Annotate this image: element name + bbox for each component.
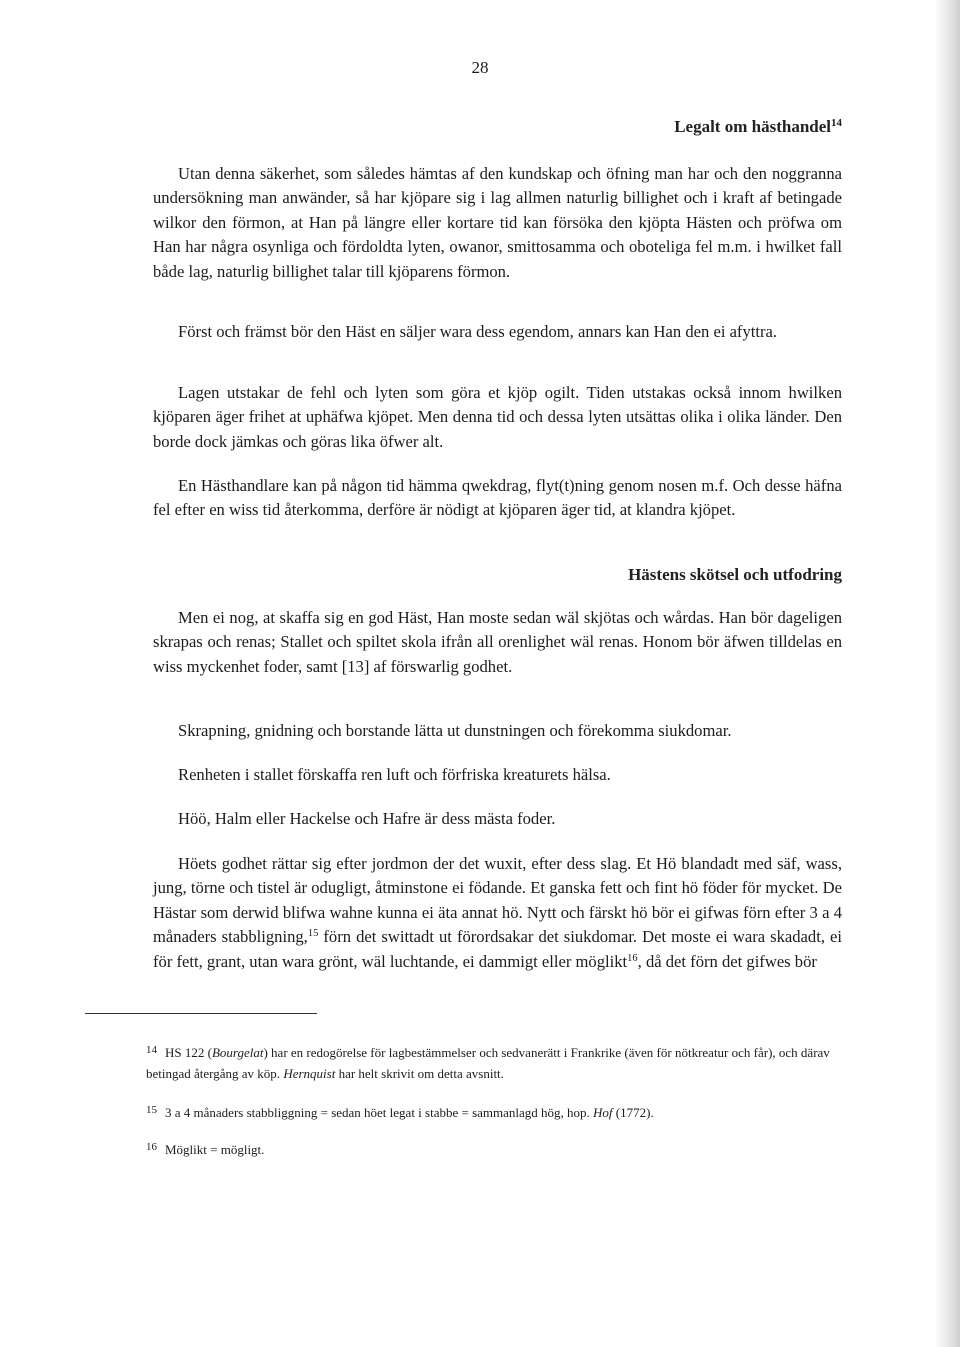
footnote-text: Möglikt = mögligt.: [165, 1142, 265, 1157]
paragraph: Men ei nog, at skaffa sig en god Häst, Han moste sedan wäl skjötas och wårdas. Han bör dageligen skrapas och renas; Stallet och spiltet skola ifrån all orenlighet wäl renas. Honom bör äfwen tilldelas en wiss myckenhet foder, samt [13] af förswarlig godhet.: [153, 608, 842, 676]
footnote-marker: 14: [146, 1044, 157, 1056]
page-edge-shadow: [934, 0, 960, 1347]
footnote-text: (1772).: [612, 1105, 654, 1120]
paragraph-text: förn det swittadt ut förordsakar det siukdomar. Det moste ei wara skadadt, ei för fett, grant, utan wara grönt, wäl luchtande, ei dammigt eller möglikt: [153, 927, 842, 971]
page-number: 28: [471, 58, 489, 77]
paragraph-text: Höets godhet rättar sig efter jordmon der det wuxit, efter dess slag. Et Hö blandadt med säf, wass, jung, törne och tistel är odugligt, åtminstone ei födande. Et ganska fett och fint hö föder för mycket. De Hästar som derwid blifwa wahne kunna ei äta annat hö. Nytt och färskt hö bör ei gifwas förn efter 3 a 4 månaders stabbligning,: [153, 854, 842, 947]
paragraph: En Hästhandlare kan på någon tid hämma qwekdrag, flyt(t)ning genom nosen m.f. Och desse häfna fel efter en wiss tid återkomma, derföre är nödigt at kjöparen äger tid, at klandra kjöpet.: [153, 476, 842, 520]
footnote-text: har helt skrivit om detta avsnitt.: [335, 1066, 504, 1081]
section-heading-care: Hästens skötsel och utfodring: [628, 565, 842, 584]
paragraph: Höö, Halm eller Hackelse och Hafre är dess mästa foder.: [178, 809, 556, 828]
paragraph: Skrapning, gnidning och borstande lätta ut dunstningen och förekomma siukdomar.: [178, 721, 732, 740]
heading-text: Legalt om hästhandel: [674, 117, 831, 136]
footnote-text: ) har en redogörelse för lagbestämmelser och sedvanerätt i Frankrike (även för nötkreatur och får), och därav betingad återgång av köp.: [146, 1045, 830, 1081]
paragraph: Först och främst bör den Häst en säljer wara dess egendom, annars kan Han den ei afyttra.: [178, 322, 778, 341]
footnote-marker: 15: [146, 1104, 157, 1116]
footnote-14: [146, 1040, 842, 1084]
footnote-italic: Bourgelat: [211, 1045, 264, 1060]
paragraph: Lagen utstakar de fehl och lyten som göra et kjöp ogilt. Tiden utstakas också innom hwilken kjöparen äger frihet at uphäfwa kjöpet. Men denna tid och dessa lyten utsättas olika i olika länder. Den borde dock jämkas och göras lika öfwer alt.: [153, 383, 842, 451]
footnote-italic: Hernquist: [283, 1066, 336, 1081]
paragraph-text: , då det förn det gifwes bör: [637, 951, 817, 971]
paragraph-last: [153, 852, 842, 974]
footnote-ref-15: 15: [307, 928, 319, 940]
paragraph: Renheten i stallet förskaffa ren luft och förfriska kreaturets hälsa.: [178, 765, 611, 784]
footnote-text: HS 122 (: [165, 1045, 212, 1060]
footnote-marker: 16: [146, 1141, 157, 1153]
footnote-ref-14: 14: [831, 117, 842, 129]
footnote-ref-16: 16: [627, 952, 638, 964]
footnote-divider: [85, 1013, 317, 1014]
paragraph: Utan denna säkerhet, som således hämtas af den kundskap och öfning man har och den noggranna undersökning man anwänder, så har kjöpare sig i lag allmen naturlig billighet och i kraft af betingade wilkor den förmon, at Han på längre eller kortare tid kan försöka den kjöpta Hästen och pröfwa om Han har några osynliga och fördoldta lyten, owanor, smittosamma och oboteliga fel m.m. i hwilket fall både lag, naturlig billighet talar till kjöparens förmon.: [153, 164, 842, 281]
footnote-16: [146, 1137, 842, 1160]
section-heading-legal: [674, 117, 842, 137]
footnote-text: 3 a 4 månaders stabbliggning = sedan höet legat i stabbe = sammanlagd hög, hop.: [165, 1105, 594, 1120]
footnote-15: [146, 1100, 842, 1123]
footnote-italic: Hof: [593, 1105, 613, 1120]
